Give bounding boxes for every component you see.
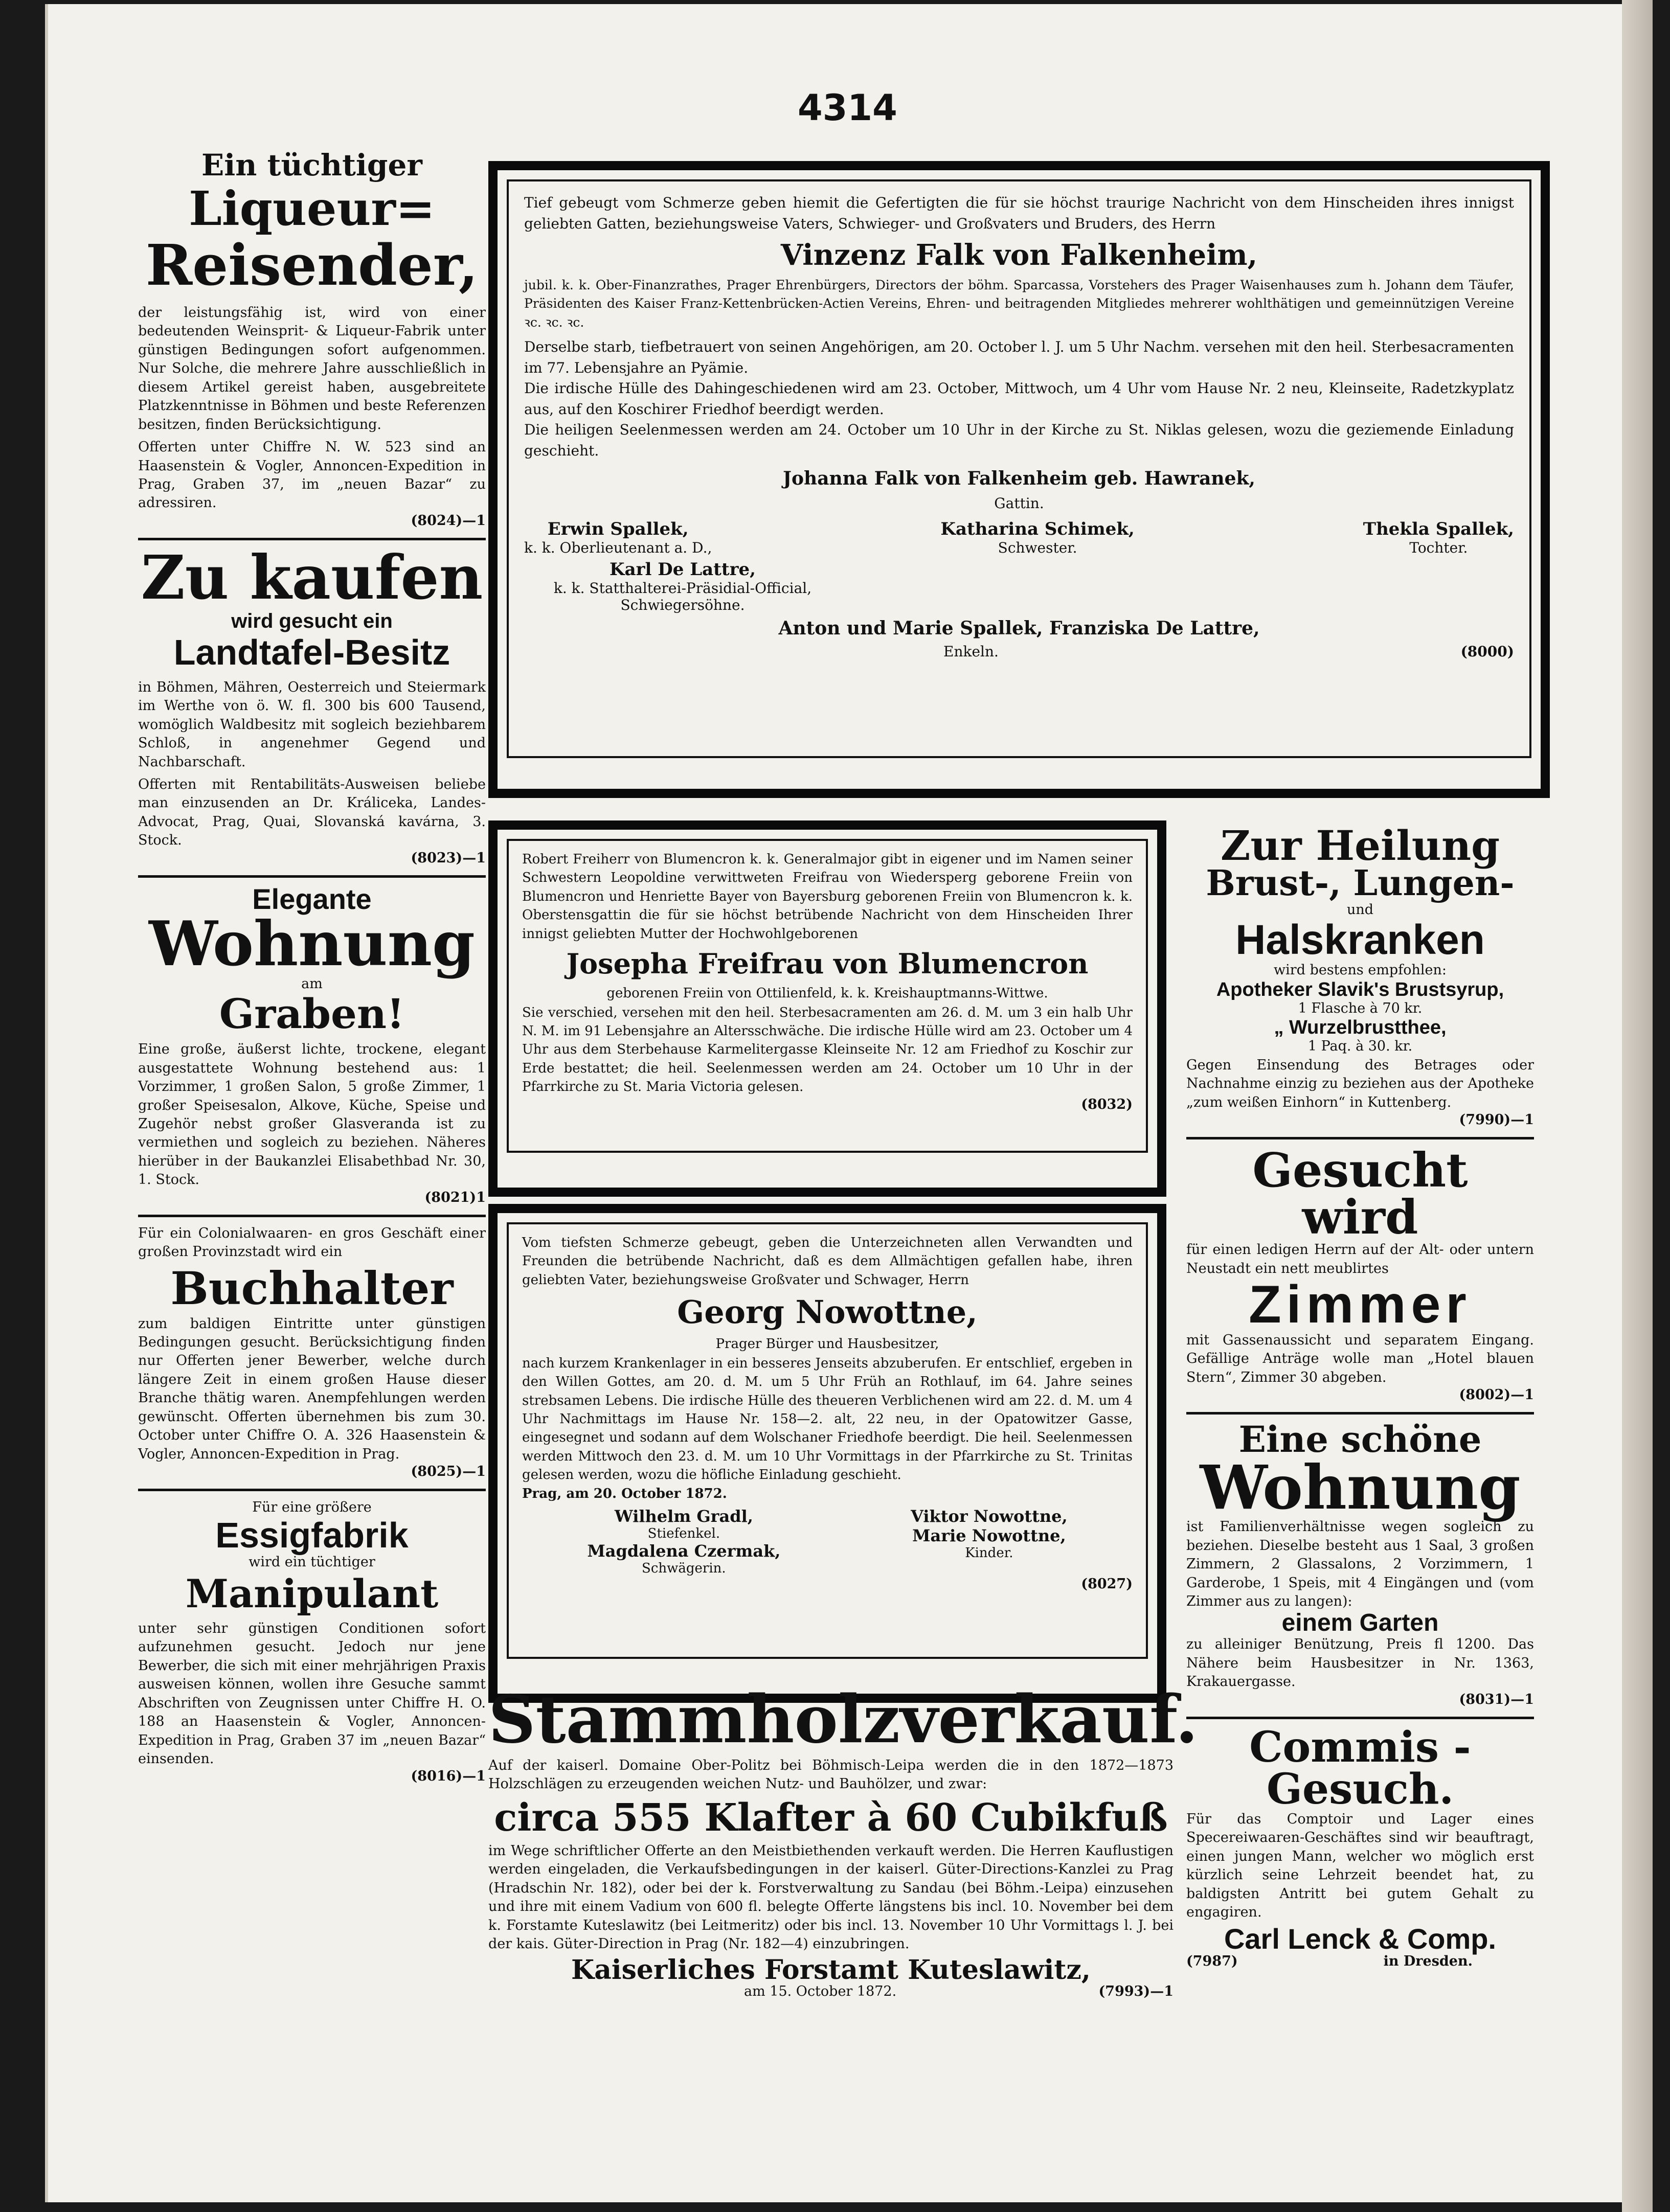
- ad-wohnung-line1: Elegante: [252, 882, 372, 915]
- obit1-p3: Die heiligen Seelenmessen werden am 24. October um 10 Uhr in der Kirche zu St. Niklas gelesen, wozu die geziemende Einladung geschieht.: [524, 421, 1514, 459]
- ad-essig: [138, 1491, 486, 1793]
- ad-buchhalter-intro: Für ein Colonialwaaren- en gros Geschäft einer großen Provinzstadt wird ein: [138, 1225, 486, 1260]
- schoene-number: (8031)—1: [1459, 1691, 1534, 1707]
- obit2-sub: geborenen Freiin von Ottilienfeld, k. k. Kreishauptmanns-Wittwe.: [606, 985, 1048, 1001]
- ad-buchhalter-title: Buchhalter: [170, 1261, 454, 1315]
- ad-kaufen-line1: Zu kaufen: [141, 541, 483, 613]
- heilung-line8: „ Wurzelbrustthee,: [1274, 1017, 1447, 1039]
- stamm-title: Stammholzverkauf.: [488, 1681, 1199, 1758]
- ad-wohnung-line2: Wohnung: [149, 907, 475, 980]
- obit2-number: (8032): [1081, 1096, 1133, 1112]
- obit1-n4-role2: Schwiegersöhne.: [620, 597, 745, 614]
- obit1-name: Vinzenz Falk von Falkenheim,: [780, 238, 1258, 272]
- obit1-n4: Karl De Lattre,: [610, 559, 756, 580]
- obit1-n1-role: k. k. Oberlieutenant a. D.,: [524, 539, 712, 557]
- ad-kaufen-line3: Landtafel-Besitz: [173, 632, 450, 672]
- ad-buchhalter-text: zum baldigen Eintritte unter günstigen Bedingungen gesucht. Berücksichtigung finden nur Offerten jener Bewerber, welche durch längere Zeit in einem großen Hause dieser Branche thätig waren. Anempfehlungen werden gewünscht. Offerten übernehmen bis zum 30. October unter Chiffre O. A. 326 Haasenstein & Vogler, Annoncen-Expedition in Prag.: [138, 1315, 486, 1462]
- heilung-line6: Apotheker Slavik's Brustsyrup,: [1216, 978, 1504, 1000]
- stamm-intro: Auf der kaiserl. Domaine Ober-Politz bei Böhmisch-Leipa werden die in den 1872—1873 Holzschlägen zu erzeugenden weichen Nutz- und Bauhölzer, und zwar:: [488, 1758, 1173, 1792]
- obit3-a4: Magdalena Czermak,: [587, 1541, 781, 1561]
- ad-liqueur-line3: Reisender,: [145, 232, 479, 298]
- ad-kaufen-offer: Offerten mit Rentabilitäts-Ausweisen beliebe man einzusenden an Dr. Králiceka, Landes-Advocat, Prag, Quai, Slovanská kavárna, 3. Stock.: [138, 777, 486, 849]
- obit1-n4-role: k. k. Statthalterei-Präsidial-Official,: [553, 580, 812, 597]
- obit3-mourners: [522, 1507, 1133, 1576]
- obit3-text: nach kurzem Krankenlager in ein besseres Jenseits abzuberufen. Er entschlief, ergeben in den Willen Gottes, am 20. d. M. um 5 Uhr Früh an Rothlauf, im 64. Jahre seines strebsamen Lebens. Die irdische Hülle des theueren Verblichenen wird am 22. d. M. um 4 Uhr Nachmittags im Hause Nr. 158—2. alt, 22 neu, in der Opatowitzer Gasse, eingesegnet und sodann auf dem Wolschaner Friedhofe beerdigt. Die heil. Seelenmessen werden Mittwoch den 23. d. M. um 10 Uhr Vormittags in der Pfarrkirche zu St. Trinitas gelesen werden, wozu die höfliche Einladung geschieht.: [522, 1355, 1133, 1483]
- heilung-line2: Brust-, Lungen-: [1206, 863, 1515, 904]
- ad-wohnung-number: (8021)1: [424, 1189, 486, 1205]
- schoene-line3: einem Garten: [1281, 1609, 1439, 1637]
- obit1-number: (8000): [1460, 643, 1514, 660]
- commis-city: in Dresden.: [1383, 1953, 1473, 1970]
- obit3-sub: Prager Bürger und Hausbesitzer,: [715, 1336, 939, 1352]
- ad-essig-number: (8016)—1: [411, 1768, 486, 1785]
- obit2-name: Josepha Freifrau von Blumencron: [566, 947, 1089, 980]
- schoene-line2: Wohnung: [1200, 1452, 1521, 1523]
- stamm-sign: Kaiserliches Forstamt Kuteslawitz,: [571, 1954, 1091, 1986]
- obit1-n2: Katharina Schimek,: [940, 519, 1135, 540]
- obit2-intro: Robert Freiherr von Blumencron k. k. Generalmajor gibt in eigener und im Namen seiner Schwestern Leopoldine verwittweten Freifrau von Wiedersperg geborene Freiin von Blumencron und Henriette Bayer von Bayersburg geborenen Freiin von Blumencron k. k. Oberstensgattin die für sie höchst betrübende Nachricht von dem Hinscheiden Ihrer innigst geliebten Mutter der Hochwohlgeborenen: [522, 852, 1133, 942]
- obit1-grand-role: Enkeln.: [943, 643, 999, 660]
- left-column: [138, 143, 486, 1793]
- obit1-widow: Johanna Falk von Falkenheim geb. Hawranek,: [783, 467, 1255, 489]
- ad-heilung: [1186, 818, 1534, 1139]
- ad-kaufen-line2: wird gesucht ein: [231, 609, 393, 632]
- obit1-mourners: [524, 519, 1514, 556]
- ad-kaufen: [138, 540, 486, 878]
- obit3-a4-role: Schwägerin.: [642, 1561, 726, 1577]
- obit1-grandchildren: Anton und Marie Spallek, Franziska De Lattre,: [778, 618, 1260, 640]
- page-edge: [1622, 0, 1653, 2212]
- obit1-intro: Tief gebeugt vom Schmerze geben hiemit die Gefertigten die für sie höchst traurige Nachricht von dem Hinscheiden ihres innigst geliebten Gatten, beziehungsweise Vaters, Schwieger- und Großvaters und Bruders, des Herrn: [524, 194, 1514, 232]
- ad-liqueur-text: der leistungsfähig ist, wird von einer bedeutenden Weinsprit- & Liqueur-Fabrik unter günstigen Bedingungen sofort aufgenommen. Nur Solche, die mehrere Jahre ausschließlich in diesem Artikel gereist haben, ausgebreitete Platzkenntnisse in Böhmen und beste Referenzen besitzen, finden Berücksichtigung.: [138, 305, 486, 432]
- obit1-n3-role: Tochter.: [1409, 539, 1468, 557]
- heilung-line5: wird bestens empfohlen:: [1274, 962, 1447, 978]
- stamm-number: (7993)—1: [1098, 1983, 1173, 1999]
- heilung-line7: 1 Flasche à 70 kr.: [1298, 1000, 1423, 1016]
- gesucht-line2: Zimmer: [1249, 1274, 1472, 1334]
- obit1-n3: Thekla Spallek,: [1363, 519, 1514, 540]
- schoene-text: ist Familienverhältnisse wegen sogleich zu beziehen. Dieselbe besteht aus 1 Saal, 3 großen Zimmern, 2 Glassalons, 2 Vorzimmern, 1 Garderobe, 1 Speis, mit 4 Eingängen und (vom Zimmer aus zu langen):: [1186, 1519, 1534, 1609]
- obit2-text: Sie verschied, versehen mit den heil. Sterbesacramenten am 26. d. M. um 3 ein halb Uhr N. M. im 91 Lebensjahre an Altersschwäche. Die irdische Hülle wird am 23. October um 4 Uhr aus dem Sterbehause Karmelitergasse Kleinseite Nr. 12 am Friedhof zu Koschir zur Erde bestattet; die heil. Seelenmessen werden am 24. October um 10 Uhr in der Pfarrkirche zu St. Maria Victoria gelesen.: [522, 1005, 1133, 1095]
- ad-wohnung-line4: Graben!: [219, 990, 405, 1038]
- heilung-text: Gegen Einsendung des Betrages oder Nachnahme einzig zu beziehen aus der Apotheke „zum weißen Einhorn“ in Kuttenberg.: [1186, 1057, 1534, 1110]
- obit3-intro: Vom tiefsten Schmerze gebeugt, geben die Unterzeichneten allen Verwandten und Freunden die betrübende Nachricht, daß es dem Allmächtigen gefallen habe, ihren geliebten Vater, beziehungsweise Großvater und Schwager, Herrn: [522, 1235, 1133, 1288]
- heilung-line3: und: [1346, 902, 1374, 918]
- obit3-a23-role: Kinder.: [965, 1545, 1013, 1561]
- commis-sign: Carl Lenck & Comp.: [1224, 1923, 1497, 1955]
- ad-gesucht: [1186, 1139, 1534, 1415]
- ad-commis: [1186, 1719, 1534, 1979]
- obit1-titles: jubil. k. k. Ober-Finanzrathes, Prager Ehrenbürgers, Directors der böhm. Sparcassa, Vorstehers des Prager Waisenhauses zum h. Johann dem Täufer, Präsidenten des Kaiser Franz-Kettenbrücken-Actien Vereins, Ehren- und beitragenden Mitgliedes mehrerer wohlthätigen und gemeinnützigen Vereine ꝛc. ꝛc. ꝛc.: [524, 278, 1514, 330]
- ad-liqueur: [138, 143, 486, 540]
- ad-stammholz: [488, 1681, 1199, 1999]
- ad-liqueur-offer: Offerten unter Chiffre N. W. 523 sind an Haasenstein & Vogler, Annoncen-Expedition in Prag, Graben 37, im „neuen Bazar“ zu adressiren.: [138, 439, 486, 511]
- obituary-falkenheim: [488, 161, 1550, 798]
- right-column: [1186, 818, 1534, 1978]
- stamm-headline: circa 555 Klafter à 60 Cubikfuß: [494, 1795, 1168, 1840]
- ad-wohnung-text: Eine große, äußerst lichte, trockene, elegant ausgestattete Wohnung bestehend aus: 1 Vorzimmer, 1 großen Salon, 5 große Zimmer, 1 großer Speisesalon, Alkove, Küche, Speise und Zugehör nebst großer Glasveranda ist zu vermiethen und sogleich zu beziehen. Näheres hierüber in der Baukanzlei Elisabethbad Nr. 30, 1. Stock.: [138, 1041, 486, 1188]
- schoene-text2: zu alleiniger Benützung, Preis fl 1200. Das Nähere beim Hausbesitzer in Nr. 1363, Krakauergasse.: [1186, 1636, 1534, 1690]
- heilung-line1: Zur Heilung: [1220, 822, 1500, 870]
- obit3-a1-role: Stiefenkel.: [647, 1526, 720, 1542]
- ad-wohnung-line3: am: [301, 975, 323, 992]
- stamm-text: im Wege schriftlicher Offerte an den Meistbiethenden verkauft werden. Die Herren Kauflustigen werden eingeladen, die Verkaufsbedingungen in der kaiserl. Güter-Directions-Kanzlei zu Prag (Hradschin Nr. 182), oder bei der k. Forstverwaltung zu Sandau (bei Böhm.-Leipa) einzusehen und ihre mit einem Vadium von 600 fl. belegte Offerte längstens bis incl. 10. November bei dem k. Forstamte Kuteslawitz (bei Leitmeritz) oder bis incl. 13. November 10 Uhr Vormittags l. J. bei der kais. Güter-Direction in Prag (Nr. 182—4) einzubringen.: [488, 1842, 1173, 1952]
- stamm-date: am 15. October 1872.: [744, 1983, 897, 1999]
- gesucht-line1: Gesucht wird: [1252, 1143, 1468, 1245]
- ad-schoene-wohnung: [1186, 1415, 1534, 1719]
- commis-line1: Commis - Gesuch.: [1249, 1722, 1471, 1814]
- ad-essig-line1: Für eine größere: [252, 1499, 372, 1516]
- obit1-sons-in-law: [524, 559, 841, 613]
- ad-essig-line2: Essigfabrik: [215, 1515, 409, 1555]
- ad-liqueur-number: (8024)—1: [411, 512, 486, 529]
- obit1-n2-role: Schwester.: [998, 539, 1077, 557]
- commis-text: Für das Comptoir und Lager eines Specereiwaaren-Geschäftes sind wir beauftragt, einen jungen Mann, welcher wo möglich erst kürzlich seine Lehrzeit beendet hat, zu baldigsten Antritt bei gutem Gehalt zu engagiren.: [1186, 1811, 1534, 1920]
- schoene-line1: Eine schöne: [1238, 1418, 1482, 1461]
- commis-number: (7987): [1186, 1953, 1238, 1970]
- ad-buchhalter: [138, 1217, 486, 1491]
- ad-kaufen-text: in Böhmen, Mähren, Oesterreich und Steiermark im Werthe von ö. W. fl. 300 bis 600 Tausend, womöglich Waldbesitz mit sogleich beziehbarem Schloß, in angenehmer Gegend und Nachbarschaft.: [138, 679, 486, 770]
- obituary-blumencron: [488, 820, 1166, 1197]
- heilung-number: (7990)—1: [1459, 1112, 1534, 1128]
- ad-liqueur-line1: Ein tüchtiger: [201, 148, 422, 183]
- obit1-n1: Erwin Spallek,: [547, 519, 689, 540]
- obit1-widow-role: Gattin.: [994, 494, 1044, 512]
- ad-buchhalter-number: (8025)—1: [411, 1464, 486, 1480]
- obituary-nowottne: [488, 1204, 1166, 1703]
- obit3-number: (8027): [1081, 1576, 1133, 1592]
- ad-essig-line4: Manipulant: [185, 1570, 439, 1616]
- gesucht-number: (8002)—1: [1459, 1387, 1534, 1403]
- obit3-date: Prag, am 20. October 1872.: [522, 1486, 727, 1501]
- obit3-a1: Wilhelm Gradl,: [614, 1507, 753, 1526]
- obit3-a2: Viktor Nowottne,: [911, 1507, 1068, 1526]
- ad-kaufen-number: (8023)—1: [411, 850, 486, 866]
- obit3-name: Georg Nowottne,: [677, 1293, 978, 1331]
- gesucht-text1: für einen ledigen Herrn auf der Alt- oder untern Neustadt ein nett meublirtes: [1186, 1242, 1534, 1276]
- ad-essig-line3: wird ein tüchtiger: [249, 1554, 375, 1570]
- page-number: 4314: [798, 87, 897, 129]
- ad-wohnung: [138, 878, 486, 1217]
- obit1-p1: Derselbe starb, tiefbetrauert von seinen Angehörigen, am 20. October l. J. um 5 Uhr Nachm. versehen mit den heil. Sterbesacramenten im 77. Lebensjahre an Pyämie.: [524, 338, 1514, 376]
- obit1-p2: Die irdische Hülle des Dahingeschiedenen wird am 23. October, Mittwoch, um 4 Uhr vom Hause Nr. 2 neu, Kleinseite, Radetzkyplatz aus, auf den Koschirer Friedhof beerdigt werden.: [524, 380, 1514, 418]
- ad-liqueur-line2: Liqueur=: [189, 181, 435, 236]
- obit3-a3: Marie Nowottne,: [912, 1526, 1066, 1546]
- heilung-line4: Halskranken: [1235, 917, 1485, 964]
- gesucht-text2: mit Gassenaussicht und separatem Eingang. Gefällige Anträge wolle man „Hotel blauen Stern“, Zimmer 30 abgeben.: [1186, 1332, 1534, 1385]
- ad-essig-text: unter sehr günstigen Conditionen sofort aufzunehmen gesucht. Jedoch nur jene Bewerber, die sich mit einer mehrjährigen Praxis ausweisen können, wollen ihre Gesuche sammt Abschriften von Zeugnissen unter Chiffre H. O. 188 an Haasenstein & Vogler, Annoncen-Expedition in Prag, Graben 37 im „neuen Bazar“ einsenden.: [138, 1620, 486, 1767]
- heilung-line9: 1 Paq. à 30. kr.: [1307, 1038, 1413, 1055]
